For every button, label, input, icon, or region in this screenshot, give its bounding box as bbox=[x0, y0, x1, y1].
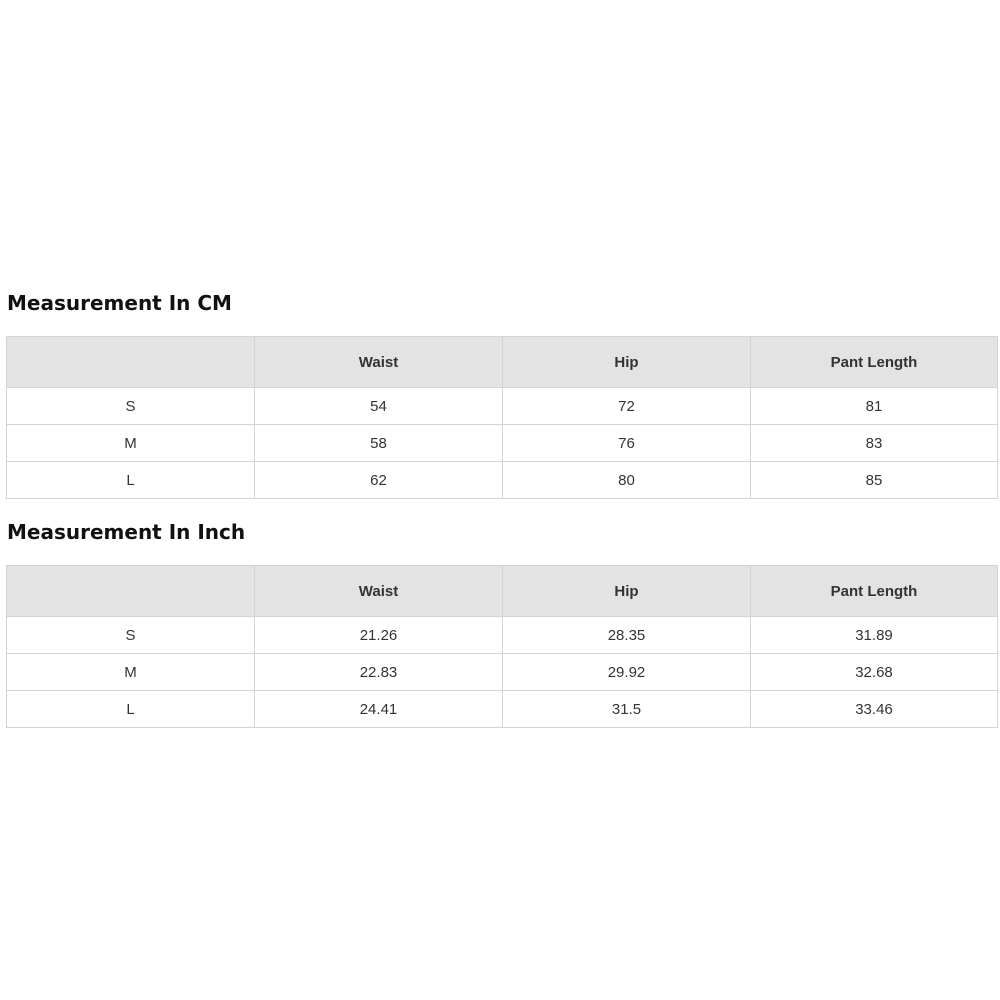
inch-section-title: Measurement In Inch bbox=[7, 520, 246, 544]
waist-column-header: Waist bbox=[255, 566, 503, 617]
hip-column-header: Hip bbox=[503, 566, 751, 617]
waist-cell: 58 bbox=[255, 425, 503, 462]
hip-cell: 76 bbox=[503, 425, 751, 462]
waist-cell: 54 bbox=[255, 388, 503, 425]
hip-cell: 80 bbox=[503, 462, 751, 499]
table-row bbox=[7, 388, 998, 425]
waist-cell: 22.83 bbox=[255, 654, 503, 691]
cm-section-title: Measurement In CM bbox=[7, 291, 232, 315]
table-row bbox=[7, 462, 998, 499]
table-row bbox=[7, 617, 998, 654]
pant-length-column-header: Pant Length bbox=[751, 337, 998, 388]
table-row bbox=[7, 691, 998, 728]
size-column-header bbox=[7, 337, 255, 388]
size-cell: M bbox=[7, 654, 255, 691]
pant-length-cell: 31.89 bbox=[751, 617, 998, 654]
inch-size-table bbox=[6, 565, 998, 728]
table-row bbox=[7, 425, 998, 462]
pant-length-cell: 83 bbox=[751, 425, 998, 462]
table-header-row bbox=[7, 566, 998, 617]
waist-cell: 21.26 bbox=[255, 617, 503, 654]
hip-column-header: Hip bbox=[503, 337, 751, 388]
hip-cell: 28.35 bbox=[503, 617, 751, 654]
size-column-header bbox=[7, 566, 255, 617]
pant-length-cell: 85 bbox=[751, 462, 998, 499]
table-row bbox=[7, 654, 998, 691]
waist-column-header: Waist bbox=[255, 337, 503, 388]
size-cell: M bbox=[7, 425, 255, 462]
pant-length-cell: 81 bbox=[751, 388, 998, 425]
waist-cell: 62 bbox=[255, 462, 503, 499]
pant-length-cell: 32.68 bbox=[751, 654, 998, 691]
size-cell: L bbox=[7, 462, 255, 499]
pant-length-column-header: Pant Length bbox=[751, 566, 998, 617]
hip-cell: 29.92 bbox=[503, 654, 751, 691]
table-header-row bbox=[7, 337, 998, 388]
size-cell: L bbox=[7, 691, 255, 728]
size-cell: S bbox=[7, 388, 255, 425]
size-cell: S bbox=[7, 617, 255, 654]
hip-cell: 72 bbox=[503, 388, 751, 425]
hip-cell: 31.5 bbox=[503, 691, 751, 728]
waist-cell: 24.41 bbox=[255, 691, 503, 728]
cm-size-table bbox=[6, 336, 998, 499]
pant-length-cell: 33.46 bbox=[751, 691, 998, 728]
